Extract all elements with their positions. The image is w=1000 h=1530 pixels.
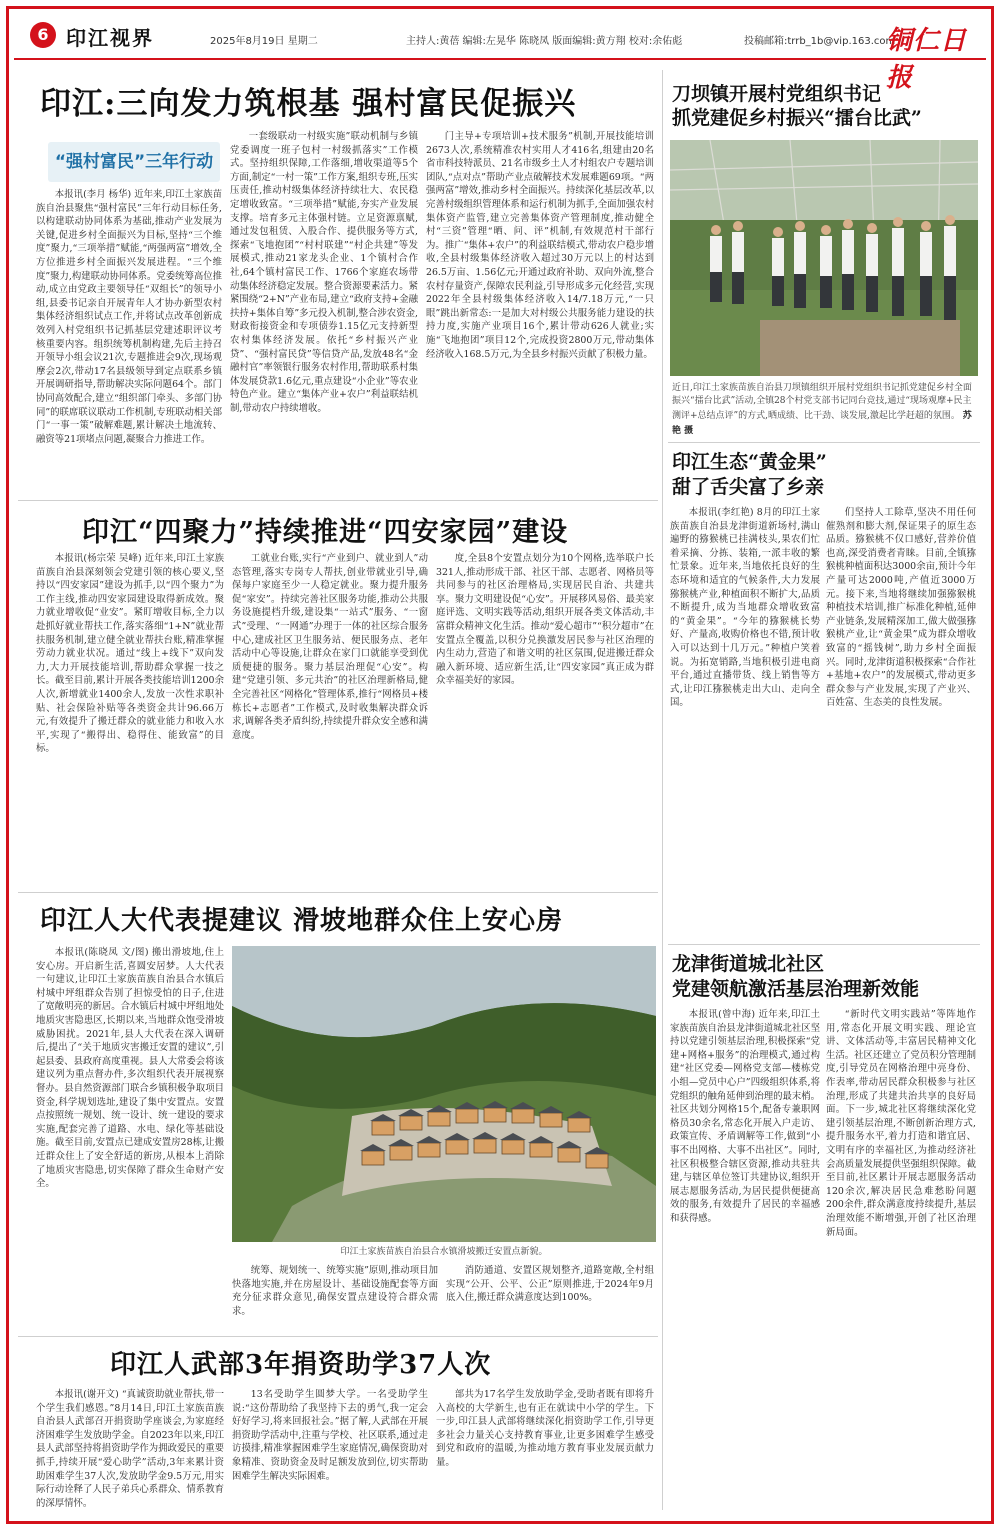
article3-title: 印江人大代表提建议 滑坡地群众住上安心房 bbox=[40, 906, 564, 936]
article1-kicker: “强村富民”三年行动 bbox=[48, 142, 220, 182]
column-divider bbox=[662, 70, 663, 1510]
article1-body-col3: 门主导+专项培训+技术服务”机制,开展技能培训2673人次,系统精准农村实用人才416名,组建由20名省市科技特派员、21名市级乡土人才村组农户专题培训团队,“点对点”帮助产业点破解技术发展难题69项。“两强两富”增效,推动乡村全面振兴。持续深化基层改革,以完善村级组织管理体系和运行机制为抓手,全面加强农村集体资产监管,建立完善集体资产管理制度,推动健全村“三资”管理“晒、问、评”机制,有效规范村干部行为。推广“集体+农户”的利益联结模式,带动农户稳步增收,全县村级集体经济收入超过30万元以上的村达到26.5万亩、1.56亿元;开通过政府补助、双向外流,整合农村存量资产,保障农民利益,引导形成多元化经营,实现2022年全县村级集体经济收入14/7.18万元,“一只眼”跳出新常态:一是加大对村级公共服务能力建设的扶持力度,实施产业项目16个,累计带动626人就业;实施“飞地抱团”项目12个,完成投资2800万元,带动集体经济收入168.5万元,为全县乡村振兴贡献了积极力量。 bbox=[426, 131, 654, 360]
photo-contest bbox=[670, 140, 978, 376]
right2-body-col2: 们坚持人工除草,坚决不用任何催熟剂和膨大剂,保证果子的原生态品质。猕猴桃不仅口感好,营养价值也高,深受消费者青睐。目前,全镇猕猴桃种植面积达3000余亩,预计今年产量可达2000吨,产值近3000万元。接下来,当地将继续加强猕猴桃种植技术培训,推广标准化种植,延伸产业链条,发展精深加工,做大做强猕猴桃产业,让“黄金果”成为群众增收致富的“摇钱树”,助力乡村全面振兴。同时,龙津街道积极探索“合作社+基地+农户”的发展模式,带动更多群众参与产业发展,实现了产业兴、百姓富、生态美的良性发展。 bbox=[826, 507, 976, 709]
article4-body-col1: 本报讯(谢开文) “真诚资助就业帮扶,带一个学生我们感恩。”8月14日,印江土家族苗族自治县人武部召开捐资助学座谈会,为家庭经济困难学生发放助学金。自2023年以来,印江县人武部坚持将捐资助学作为拥政爱民的重要抓手,持续开展“爱心助学”活动,3年来累计资助困难学生37人次,发放助学金9.5万元,用实际行动诠释了人民子弟兵心系群众、情系教育的深厚情怀。 bbox=[36, 1389, 224, 1509]
right2-title-line2: 甜了舌尖富了乡亲 bbox=[672, 476, 825, 498]
right1-title-line1: 刀坝镇开展村党组织书记 bbox=[672, 83, 882, 105]
article2-body-col1: 本报讯(杨宗荣 吴峰) 近年来,印江土家族苗族自治县深刻领会党建引领的核心要义,坚持以“四安家园”建设为抓手,以“四个聚力”为工作主线,推动四安家园建设取得新成效。聚力就业增收促“业安”。紧盯增收目标,全力以赴抓好就业帮扶工作,落实落细“1+N”就业帮扶服务机制,建立健全就业帮扶台账,精准掌握劳动力就业状况。通过“线上+线下”双向发力,大力开展技能培训,帮助群众掌握一技之长。截至目前,累计开展各类技能培训1200余人次,新增就业1400余人,发放一次性求职补贴、社会保险补贴等各类资金共计96.66万元,有效提升了搬迁群众的就业能力和收入水平,实现了“搬得出、稳得住、能致富”的目标。 bbox=[36, 553, 224, 755]
right3-title-line2: 党建领航激活基层治理新效能 bbox=[672, 978, 920, 1000]
newspaper-logo: 铜仁日报 bbox=[886, 26, 968, 93]
article4-title: 印江人武部3年捐资助学37人次 bbox=[110, 1350, 492, 1380]
article2-body-col2: 工就业台账,实行“产业到户、就业到人”动态管理,落实专岗专人帮扶,创业带就业引导,确保每户家庭至少一人稳定就业。聚力提升服务促“家安”。持续完善社区服务功能,推动公共服务设施提档升级,建设集“一站式”服务、“一窗式”受理、“一网通”办理于一体的社区综合服务中心,建成社区卫生服务站、便民服务点、老年活动中心等设施,让群众在家门口就能享受到优质便捷的服务。聚力基层治理促“心安”。构建“党建引领、多元共治”的社区治理新格局,健全完善社区“网格化”管理体系,推行“网格员+楼栋长+志愿者”工作模式,及时收集解决群众诉求,调解各类矛盾纠纷,持续提升群众安全感和满意度。 bbox=[232, 553, 428, 741]
right1-caption: 近日,印江土家族苗族自治县刀坝镇组织开展村党组织书记抓党建促乡村全面振兴“擂台比武”活动,全镇28个村党支部书记同台竞技,通过“现场观摩+民主测评+总结点评”的方式,晒成绩、比干劲、谈发展,激起比学赶超的氛围。 苏艳 摄 bbox=[672, 383, 972, 436]
article1-title: 印江:三向发力筑根基 强村富民促振兴 bbox=[40, 86, 577, 122]
submission-email: 投稿邮箱:trrb_1b@vip.163.com bbox=[744, 36, 896, 47]
article3-photo-caption: 印江土家族苗族自治县合水镇滑坡搬迁安置点新貌。 bbox=[340, 1247, 548, 1257]
right1-title-line2: 抓党建促乡村振兴“擂台比武” bbox=[672, 107, 922, 129]
right-divider bbox=[668, 944, 980, 945]
article3-body-col1: 本报讯(陈晓凤 文/图) 搬出滑坡地,住上安心房。开启新生活,喜圆安居梦。人大代表一句建议,让印江土家族苗族自治县合水镇后村城中坪组群众告别了担惊受怕的日子,住进了宽敞明亮的新居。合水镇后村城中坪组地处地质灾害隐患区,长期以来,当地群众饱受滑坡威胁困扰。2021年,县人大代表在深入调研后,提出了“关于地质灾害搬迁安置的建议”,引起县委、县政府高度重视。县人大常委会将该建议列为重点督办件,多次组织代表开展视察督办。县自然资源部门联合乡镇积极争取项目资金,科学规划选址,建设了集中安置点。安置点按照统一规划、统一设计、统一建设的要求实施,配套完善了道路、水电、绿化等基础设施。截至目前,安置点已建成安置房28栋,让搬迁群众住上了安全舒适的新房,从根本上消除了地质灾害隐患,切实保障了群众生命财产安全。 bbox=[36, 947, 224, 1190]
right2-title bbox=[672, 450, 827, 500]
section-divider bbox=[18, 892, 658, 893]
article1-body-col1: 本报讯(李月 杨华) 近年来,印江土家族苗族自治县聚焦“强村富民”三年行动目标任务,以构建联动协同体系为基础,推动产业发展为关键,促进乡村全面振兴为目标,坚持“三个维度”聚力,“三项举措”赋能,“两强两富”增效,全方位推进乡村全面振兴发展进程。“三个维度”聚力,构建联动协同体系。党委统筹高位推动,成立由党政主要领导任“双组长”的领导小组,县委书记亲自开展青年人才协办新型农村集体经济组织试点工作,并将试点改革创新成效列入村党组织书记抓基层党建述职评议考核重要内容。组织统筹机制构建,先后主持召开领导小组会议21次,专题推进会9次,现场观摩会2次,带动17名县级领导到定点联系乡镇开展调研指导,帮助解决实际问题64个。部门协同高效配合,建立“组织部门牵头、多部门协同”的联席联议联动工作机制,专班联动相关部门“一事一策”破解难题,累计解决土地流转、融资等21项堵点问题,凝聚合力推进工作。 bbox=[36, 189, 222, 445]
right3-title-line1: 龙津街道城北社区 bbox=[672, 953, 825, 975]
right1-title bbox=[672, 82, 922, 130]
header-rule bbox=[14, 58, 986, 60]
article3-body-col2: 统筹、规划统一、统筹实施”原则,推动项目加快落地实施,并在房屋设计、基础设施配套等方面充分征求群众意见,确保安置点建设符合群众需求。 bbox=[232, 1265, 438, 1317]
right2-title-line1: 印江生态“黄金果” bbox=[672, 451, 827, 473]
article4-body-col3: 部共为17名学生发放助学金,受助者既有即将升入高校的大学新生,也有正在就读中小学的学生。下一步,印江县人武部将继续深化捐资助学工作,引导更多社会力量关心支持教育事业,让更多困难学生感受到党和政府的温暖,为推动地方教育事业发展贡献力量。 bbox=[436, 1389, 654, 1468]
right3-body-col1: 本报讯(曾中海) 近年来,印江土家族苗族自治县龙津街道城北社区坚持以党建引领基层治理,积极探索“党建+网格+服务”的治理模式,通过构建“社区党委—网格党支部—楼栋党小组—党员中心户”四级组织体系,将党组织的触角延伸到治理的最末梢。社区共划分网格15个,配备专兼职网格员30余名,常态化开展入户走访、政策宣传、矛盾调解等工作,做到“小事不出网格、大事不出社区”。同时,社区积极整合辖区资源,推动共驻共建,与辖区单位签订共建协议,组织开展志愿服务活动,为居民提供便捷高效的服务,有效提升了居民的幸福感和获得感。 bbox=[670, 1009, 820, 1224]
right2-body-col1: 本报讯(李红艳) 8月的印江土家族苗族自治县龙津街道新场村,满山遍野的猕猴桃已挂满枝头,果农们忙着采摘、分拣、装箱,一派丰收的繁忙景象。近年来,当地依托良好的生态环境和适宜的气候条件,大力发展猕猴桃产业,种植面积不断扩大,品质不断提升,成为当地群众增收致富的“黄金果”。“今年的猕猴桃长势好、产量高,收购价格也不错,预计收入可以达到十几万元。”种植户笑着说。为拓宽销路,当地积极引进电商平台,通过直播带货、线上销售等方式,让印江猕猴桃走出大山、走向全国。 bbox=[670, 507, 820, 709]
photo-resettlement bbox=[232, 946, 656, 1242]
article3-body-col3: 消防通道、安置区规划整齐,道路宽敞,全村组实现“公开、公平、公正”原则推进,于2024年9月底入住,搬迁群众满意度达到100%。 bbox=[446, 1265, 654, 1304]
right3-body-col2: “新时代文明实践站”等阵地作用,常态化开展文明实践、理论宣讲、文体活动等,丰富居民精神文化生活。社区还建立了党员积分管理制度,引导党员在网格治理中亮身份、作表率,带动居民群众积极参与社区治理,形成了共建共治共享的良好局面。下一步,城北社区将继续深化党建引领基层治理,不断创新治理方式,提升服务水平,着力打造和谐宜居、文明有序的幸福社区,为推动经济社会高质量发展提供坚强组织保障。截至目前,社区累计开展志愿服务活动120余次,解决居民急难愁盼问题200余件,群众满意度持续提升,基层治理效能不断增强,开创了社区治理新局面。 bbox=[826, 1009, 976, 1238]
article2-body-col3: 度,全县8个安置点划分为10个网格,选举联户长321人,推动形成干部、社区干部、志愿者、网格员等共同参与的社区治理格局,实现居民自治、共建共享。聚力文明建设促“心安”。开展移风易俗、最美家庭评选、文明实践等活动,组织开展各类文体活动,丰富群众精神文化生活。推动“爱心超市”“积分超市”在安置点全覆盖,以积分兑换激发居民参与社区治理的内生动力,营造了和谐文明的社区氛围,促进搬迁群众融入新环境、适应新生活,让“四安家园”真正成为群众幸福美好的家园。 bbox=[436, 553, 654, 687]
page-header bbox=[14, 18, 986, 93]
right-divider bbox=[668, 442, 980, 443]
page-number: 6 bbox=[30, 22, 56, 48]
editorial-staff: 主持人:黄蓓 编辑:左晃华 陈晓凤 版面编辑:黄方翔 校对:余佑彪 bbox=[406, 36, 683, 47]
photo-credit: 苏艳 摄 bbox=[672, 411, 972, 436]
section-divider bbox=[18, 1336, 658, 1337]
article4-body-col2: 13名受助学生圆梦大学。一名受助学生说:“这份帮助给了我坚持下去的勇气,我一定会好好学习,将来回报社会。”据了解,人武部在开展捐资助学活动中,注重与学校、社区联系,通过走访摸排,精准掌握困难学生家庭情况,确保资助对象精准、资助资金及时足额发放到位,切实帮助困难学生解决实际困难。 bbox=[232, 1389, 428, 1482]
article2-title: 印江“四聚力”持续推进“四安家园”建设 bbox=[82, 517, 569, 548]
section-divider bbox=[18, 500, 658, 501]
right3-title bbox=[672, 952, 919, 1002]
section-name: 印江视界 bbox=[66, 26, 154, 50]
issue-date: 2025年8月19日 星期二 bbox=[210, 36, 318, 47]
article1-body-col2: 一套级联动一村级实施”联动机制与乡镇党委调度一班子包村一村级抓落实”工作模式。坚持组织保障,工作落细,增收渠道等5个方面,制定“一村一策”工作方案,组织专班,压实压责任,推动村级集体经济持续壮大、农民稳定增收致富。“三项举措”赋能,夯实产业发展支撑。培育多元主体强村链。立足资源禀赋,通过发包租赁、入股合作、提供服务等方式,探索“飞地抱团”“村村联建”“村企共建”等发展模式,推动21家龙头企业、1个镇村合作社,64个镇村富民工作、1766个家庭农场带动集体经济稳定发展。整合资源要素活力。紧紧围绕“2+N”产业布局,建立“政府支持+金融扶持+集体自筹”多元投入机制,整合涉农资金,财政衔接资金和专项债券1.15亿元支持新型农村集体经济发展。依托“乡村振兴产业贷”、“强村富民贷”等信贷产品,发放48名“金融村官”率领银行服务农村作用,帮助联系村集体发展贷款1.6亿元,重点建设“小企业”等农业特色产业。建立“集体产业+农户”利益联结机制,带动农户持续增收。 bbox=[230, 131, 418, 414]
